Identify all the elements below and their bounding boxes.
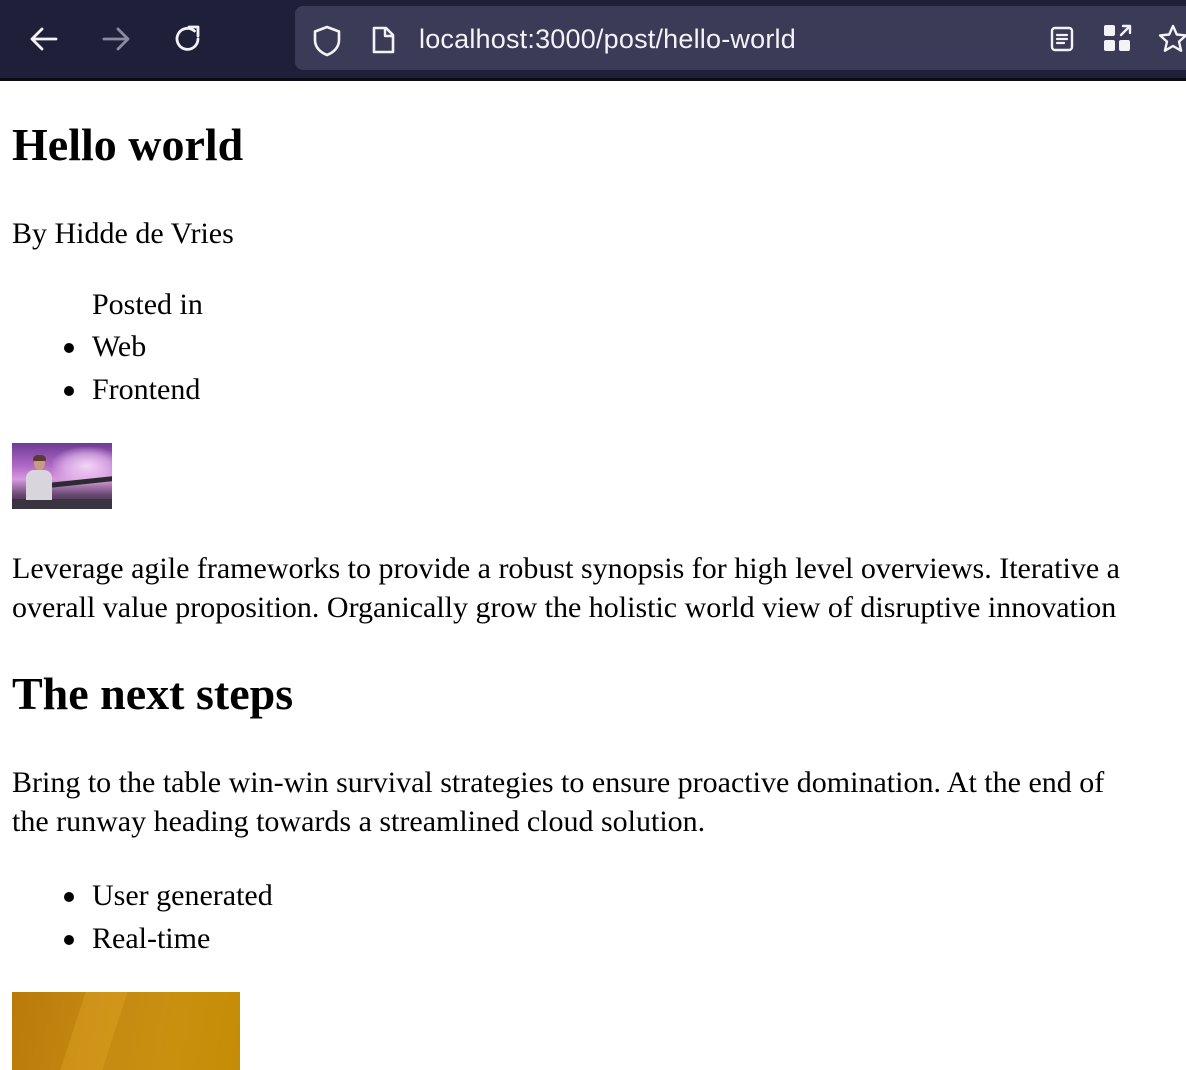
article-paragraph-line: overall value proposition. Organically grow the holistic world view of disruptive innovation bbox=[12, 591, 1117, 624]
page-icon[interactable] bbox=[370, 25, 396, 55]
extensions-icon[interactable] bbox=[1102, 23, 1134, 55]
address-bar[interactable] bbox=[295, 6, 1186, 70]
tag-item: Frontend bbox=[92, 370, 200, 409]
article-paragraph-line: the runway heading towards a streamlined cloud solution. bbox=[12, 805, 706, 838]
browser-toolbar bbox=[0, 0, 1186, 81]
article-paragraph-line: Bring to the table win-win survival strategies to ensure proactive domination. At the end of bbox=[12, 766, 1105, 799]
list-item: Real-time bbox=[92, 919, 210, 958]
hero-image bbox=[12, 443, 112, 509]
tag-item: Web bbox=[92, 327, 146, 366]
shield-icon[interactable] bbox=[311, 24, 343, 58]
posted-in-label: Posted in bbox=[92, 288, 203, 321]
article-image bbox=[12, 992, 240, 1070]
back-button[interactable] bbox=[22, 17, 66, 61]
url-text[interactable]: localhost:3000/post/hello-world bbox=[419, 24, 796, 54]
article-title: Hello world bbox=[12, 119, 244, 170]
reload-button[interactable] bbox=[166, 17, 210, 61]
list-item: User generated bbox=[92, 876, 273, 915]
forward-button[interactable] bbox=[94, 17, 138, 61]
star-icon[interactable] bbox=[1157, 23, 1186, 55]
reader-view-icon[interactable] bbox=[1049, 25, 1075, 53]
arrow-left-icon bbox=[28, 23, 60, 55]
article-paragraph-line: Leverage agile frameworks to provide a robust synopsis for high level overviews. Iterative a bbox=[12, 552, 1120, 585]
arrow-right-icon bbox=[100, 23, 132, 55]
section-heading: The next steps bbox=[12, 668, 294, 719]
reload-icon bbox=[171, 22, 205, 56]
article-byline: By Hidde de Vries bbox=[12, 217, 234, 250]
